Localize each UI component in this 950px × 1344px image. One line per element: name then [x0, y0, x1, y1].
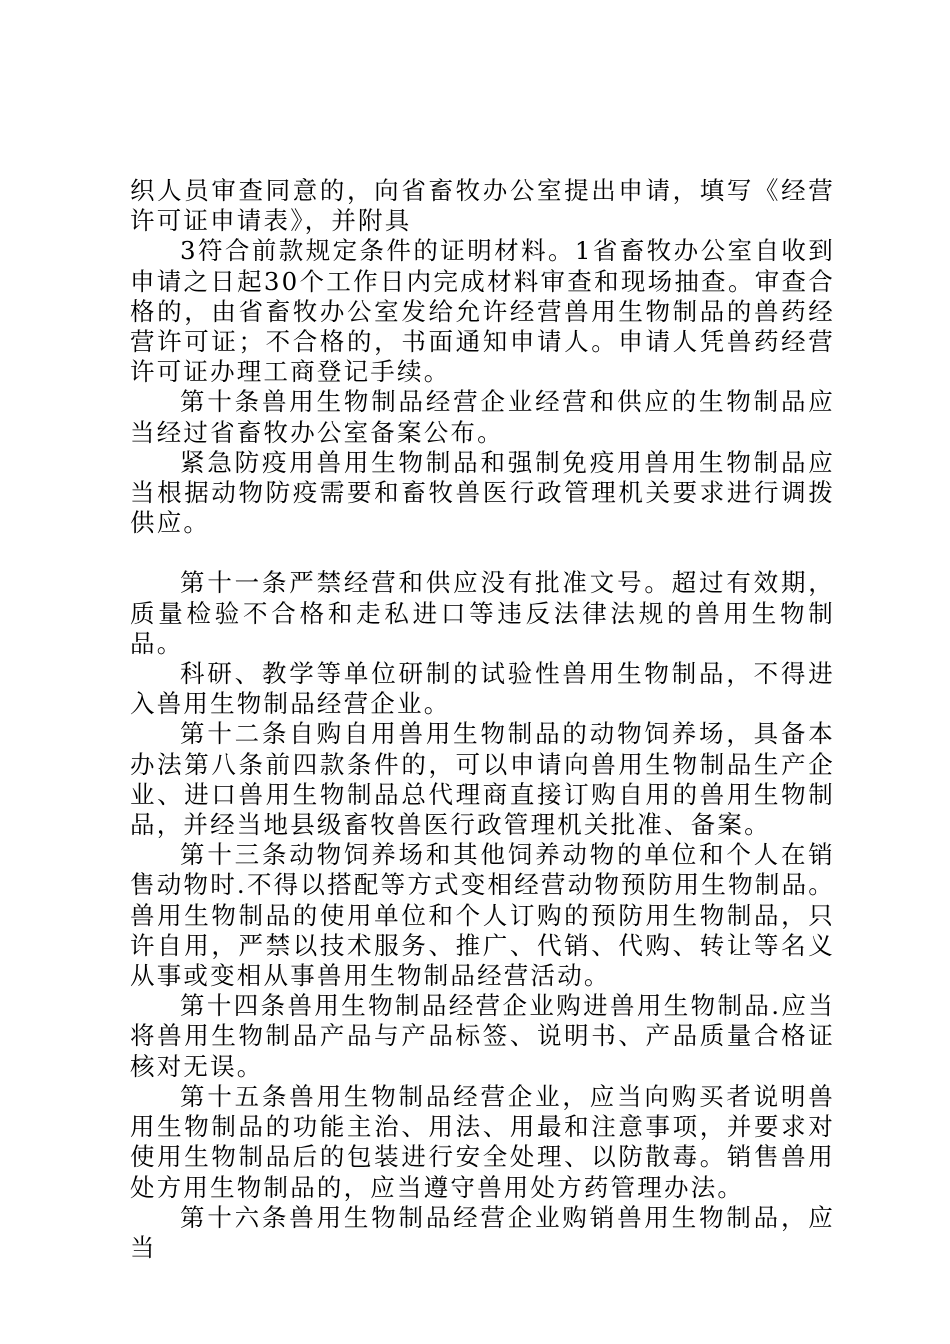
- paragraph-continuation: 织人员审查同意的，向省畜牧办公室提出申请，填写《经营许可证申请表》，并附具: [130, 176, 835, 236]
- paragraph-article-15: 第十五条兽用生物制品经营企业，应当向购买者说明兽用生物制品的功能主治、用法、用最和注意事项，并要求对使用生物制品后的包装进行安全处理、以防散毒。销售兽用处方用生物制品的，应当遵守兽用处方药管理办法。: [130, 1081, 835, 1202]
- paragraph-materials: 3符合前款规定条件的证明材料。1省畜牧办公室自收到申请之日起30个工作日内完成材料审查和现场抽查。审查合格的，由省畜牧办公室发给允许经营兽用生物制品的兽药经营许可证；不合格的，书面通知申请人。申请人凭兽药经营许可证办理工商登记手续。: [130, 236, 835, 387]
- document-body: [130, 176, 835, 1263]
- paragraph-article-16: 第十六条兽用生物制品经营企业购销兽用生物制品，应当: [130, 1202, 835, 1262]
- paragraph-article-13: 第十三条动物饲养场和其他饲养动物的单位和个人在销售动物时.不得以搭配等方式变相经营动物预防用生物制品。兽用生物制品的使用单位和个人订购的预防用生物制品，只许自用，严禁以技术服务、推广、代销、代购、转让等名义从事或变相从事兽用生物制品经营活动。: [130, 840, 835, 991]
- paragraph-article-14: 第十四条兽用生物制品经营企业购进兽用生物制品.应当将兽用生物制品产品与产品标签、说明书、产品质量合格证核对无误。: [130, 991, 835, 1081]
- paragraph-article-10: 第十条兽用生物制品经营企业经营和供应的生物制品应当经过省畜牧办公室备案公布。: [130, 387, 835, 447]
- paragraph-article-11: 第十一条严禁经营和供应没有批准文号。超过有效期，质量检验不合格和走私进口等违反法律法规的兽用生物制品。: [130, 568, 835, 658]
- paragraph-article-12: 第十二条自购自用兽用生物制品的动物饲养场，具备本办法第八条前四款条件的，可以申请向兽用生物制品生产企业、进口兽用生物制品总代理商直接订购自用的兽用生物制品，并经当地县级畜牧兽医行政管理机关批准、备案。: [130, 719, 835, 840]
- paragraph-emergency-supply: 紧急防疫用兽用生物制品和强制免疫用兽用生物制品应当根据动物防疫需要和畜牧兽医行政管理机关要求进行调拨供应。: [130, 447, 835, 538]
- paragraph-research-products: 科研、教学等单位研制的试验性兽用生物制品，不得进入兽用生物制品经营企业。: [130, 659, 835, 719]
